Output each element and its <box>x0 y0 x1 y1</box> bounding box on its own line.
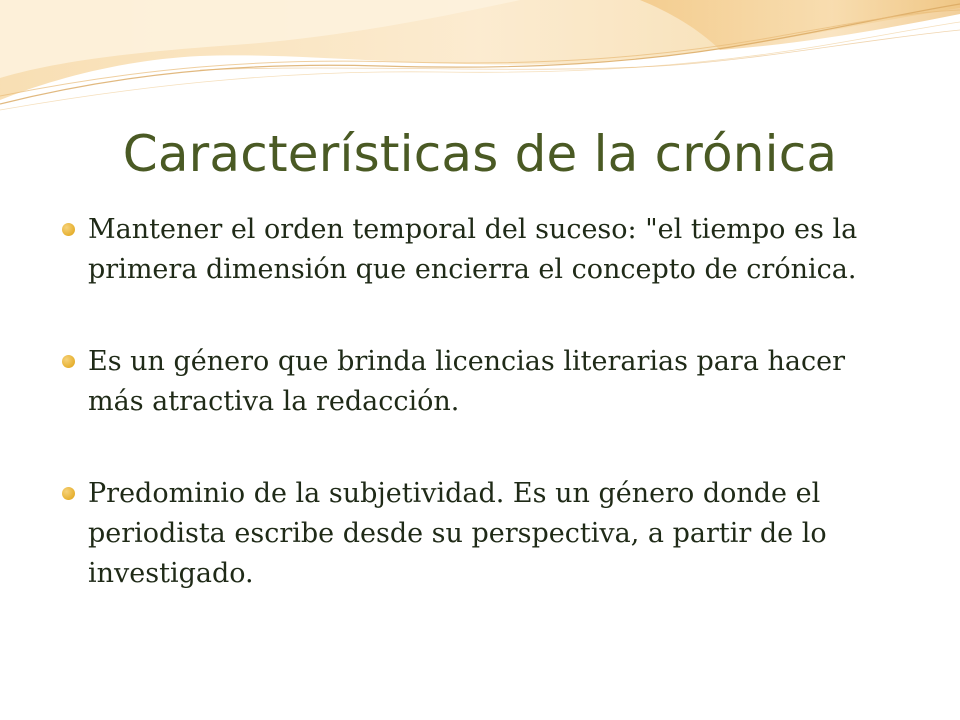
bullet-list <box>60 210 900 594</box>
slide-title: Características de la crónica <box>122 125 838 183</box>
bullet-text: Predominio de la subjetividad. Es un género donde el periodista escribe desde su perspectiva, a partir de lo investigado. <box>88 478 827 589</box>
header-wave-decoration <box>0 0 960 130</box>
bullet-dot-icon <box>62 487 75 500</box>
bullet-item <box>60 210 900 290</box>
bullet-dot-icon <box>62 223 75 236</box>
bullet-item <box>60 474 900 594</box>
bullet-text: Mantener el orden temporal del suceso: "el tiempo es la primera dimensión que encierra el concepto de crónica. <box>88 214 858 285</box>
bullet-dot-icon <box>62 355 75 368</box>
bullet-item <box>60 342 900 422</box>
bullet-text: Es un género que brinda licencias literarias para hacer más atractiva la redacción. <box>88 346 845 417</box>
